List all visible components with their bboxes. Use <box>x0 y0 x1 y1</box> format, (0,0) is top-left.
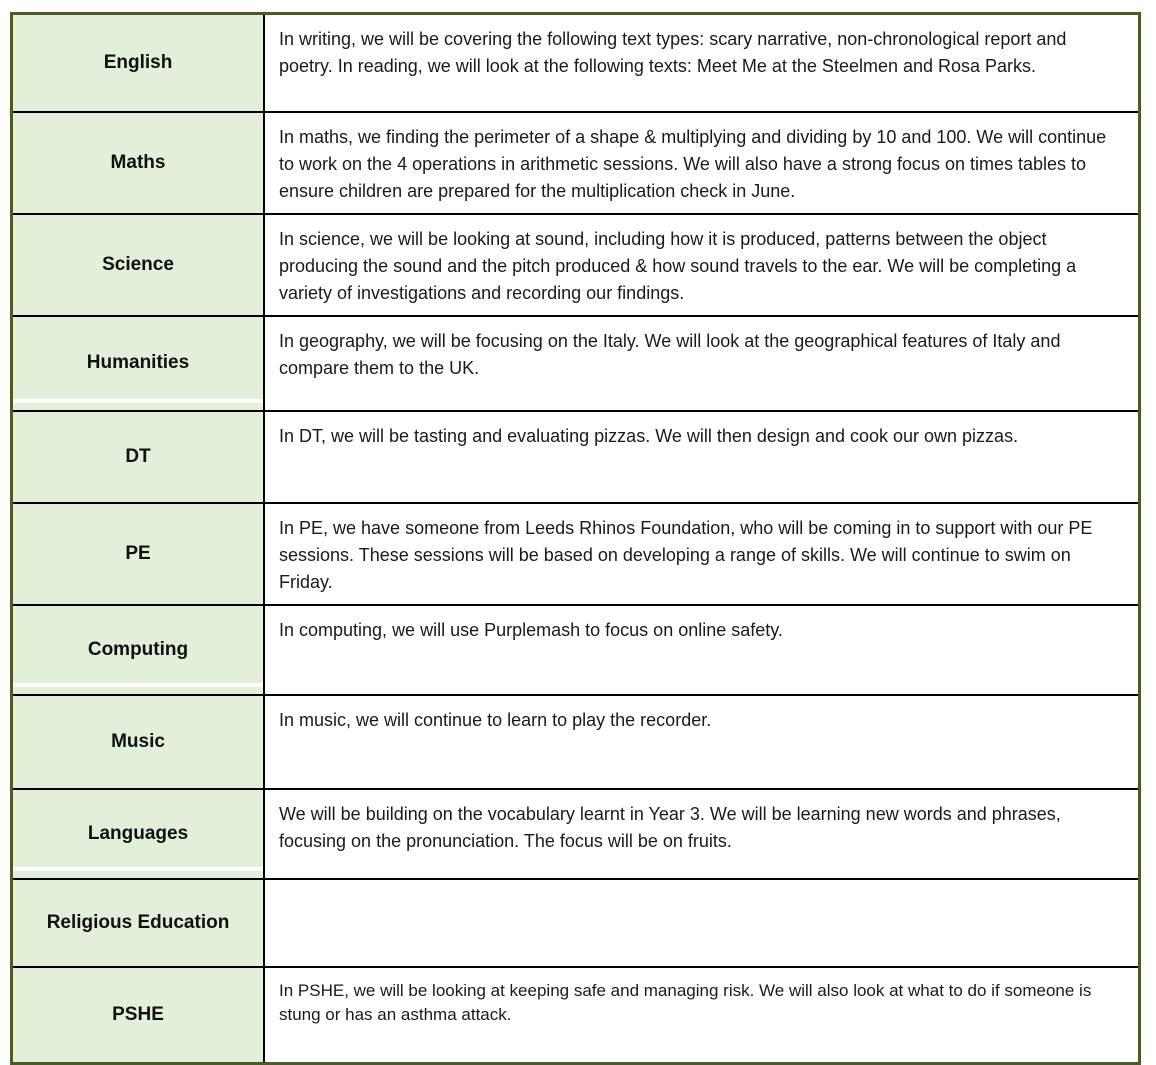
subject-description: In writing, we will be covering the following text types: scary narrative, non-chronological report and poetry. In reading, we will look at the following texts: Meet Me at the Steelmen and Rosa Parks. <box>279 29 1067 76</box>
description-cell-computing <box>264 605 1140 695</box>
table-row-pshe <box>12 967 1140 1064</box>
curriculum-table <box>10 12 1141 1065</box>
subject-description: In PE, we have someone from Leeds Rhinos Foundation, who will be coming in to support with our PE sessions. These sessions will be based on developing a range of skills. We will continue to swim on Friday. <box>279 517 1093 592</box>
table-row-computing <box>12 605 1140 695</box>
table-row-dt <box>12 411 1140 503</box>
table-row-music <box>12 695 1140 789</box>
subject-description: We will be building on the vocabulary learnt in Year 3. We will be learning new words and phrases, focusing on the pronunciation. The focus will be on fruits. <box>279 803 1061 851</box>
subject-label: English <box>103 51 173 73</box>
subject-label: Religious Education <box>46 911 230 933</box>
description-cell-religious-education <box>264 879 1140 967</box>
table-row-pe <box>12 503 1140 605</box>
subject-cell-science <box>12 214 265 316</box>
description-cell-pshe <box>264 967 1140 1064</box>
subject-label: DT <box>125 445 151 467</box>
description-cell-maths <box>264 112 1140 214</box>
subject-description: In music, we will continue to learn to play the recorder. <box>279 709 712 730</box>
subject-label: Music <box>111 730 165 752</box>
subject-description: In computing, we will use Purplemash to focus on online safety. <box>279 619 783 640</box>
description-cell-science <box>264 214 1140 316</box>
subject-label: PSHE <box>112 1003 164 1025</box>
subject-cell-maths <box>12 112 265 214</box>
subject-label: Humanities <box>86 352 190 373</box>
table-row-languages <box>12 789 1140 879</box>
subject-label: Science <box>102 253 174 275</box>
description-cell-humanities <box>264 316 1140 411</box>
subject-description: In geography, we will be focusing on the Italy. We will look at the geographical features of Italy and compare them to the UK. <box>279 330 1061 378</box>
subject-description: In science, we will be looking at sound, including how it is produced, patterns between the object producing the sound and the pitch produced & how sound travels to the ear. We will be completing a variety of investigations and recording our findings. <box>279 228 1077 303</box>
subject-cell-english <box>12 14 265 112</box>
subject-cell-dt <box>12 411 265 503</box>
subject-label: Maths <box>110 151 166 173</box>
description-cell-english <box>264 14 1140 112</box>
table-row-science <box>12 214 1140 316</box>
table-row-humanities <box>12 316 1140 411</box>
subject-cell-pshe <box>12 967 265 1064</box>
subject-cell-computing <box>12 605 265 695</box>
table-row-english <box>12 14 1140 112</box>
description-cell-music <box>264 695 1140 789</box>
subject-description: In PSHE, we will be looking at keeping safe and managing risk. We will also look at what to do if someone is stung or has an asthma attack. <box>279 980 1092 1024</box>
subject-label: Computing <box>87 638 189 660</box>
subject-label: PE <box>125 542 151 564</box>
description-cell-pe <box>264 503 1140 605</box>
subject-cell-languages <box>12 789 265 879</box>
subject-cell-pe <box>12 503 265 605</box>
table-row-maths <box>12 112 1140 214</box>
subject-cell-music <box>12 695 265 789</box>
description-cell-languages <box>264 789 1140 879</box>
subject-cell-humanities <box>12 316 265 411</box>
description-cell-dt <box>264 411 1140 503</box>
subject-description: In DT, we will be tasting and evaluating pizzas. We will then design and cook our own pizzas. <box>279 425 1019 446</box>
table-row-religious-education <box>12 879 1140 967</box>
subject-label: Languages <box>87 822 189 844</box>
subject-cell-religious-education <box>12 879 265 967</box>
subject-description: In maths, we finding the perimeter of a shape & multiplying and dividing by 10 and 100. We will continue to work on the 4 operations in arithmetic sessions. We will also have a strong focus on times tables to ensure children are prepared for the multiplication check in June. <box>279 126 1107 201</box>
